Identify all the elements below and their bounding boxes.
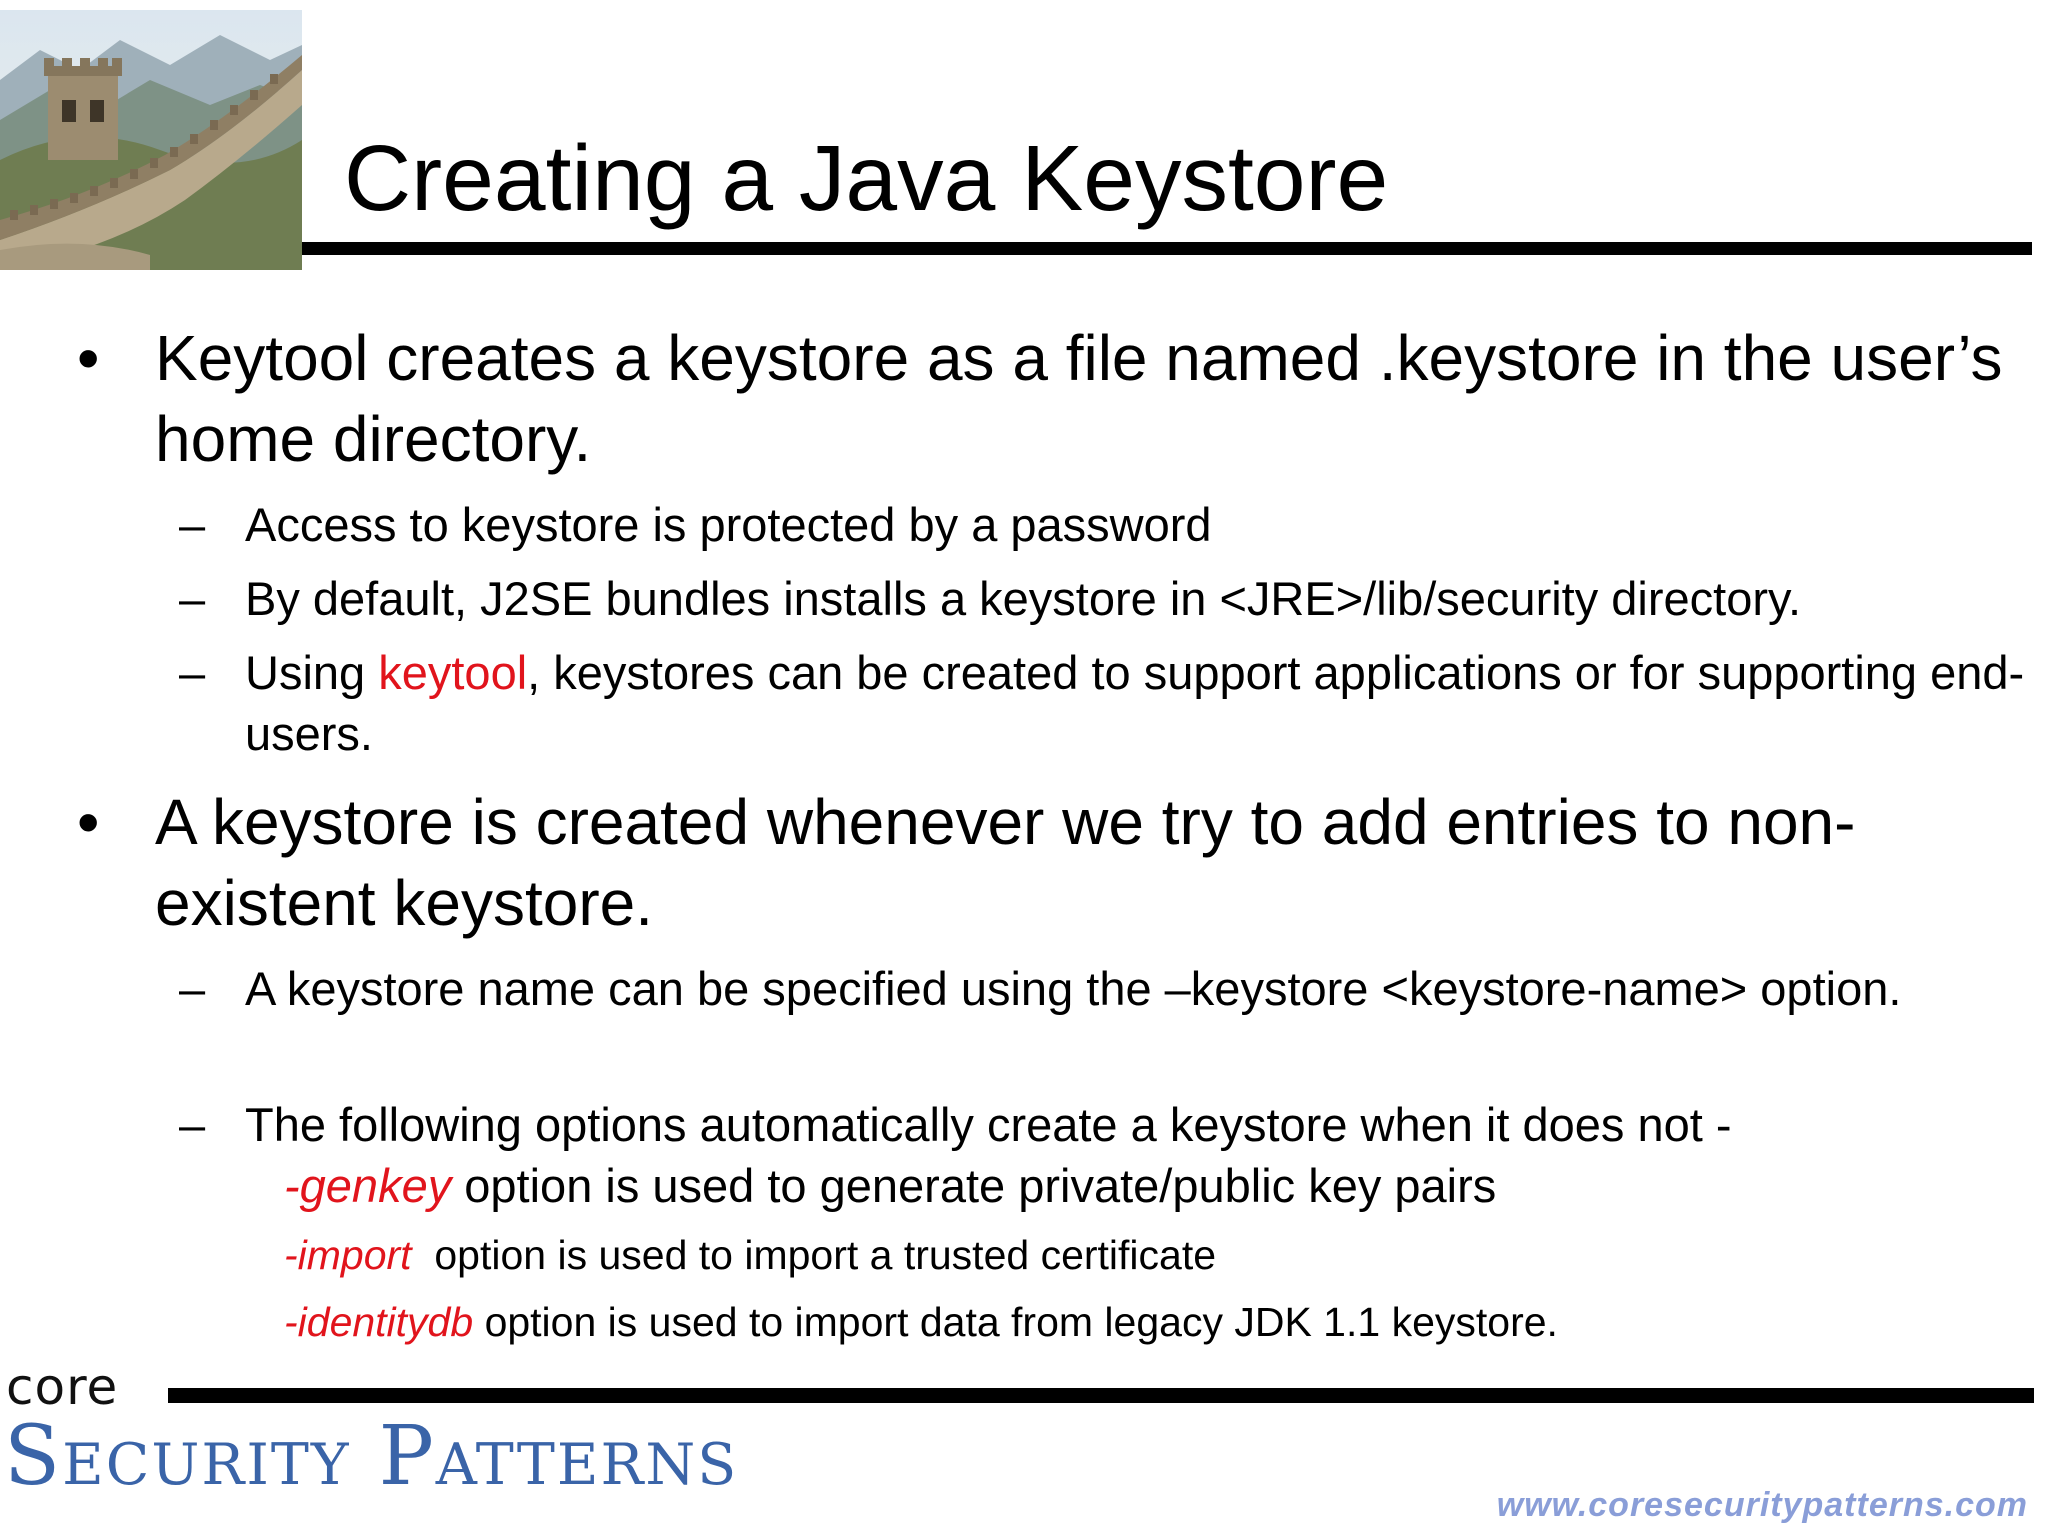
keytool-highlight: keytool [378, 646, 528, 699]
title-divider [302, 242, 2032, 255]
dash-icon: – [179, 646, 206, 699]
option-flag: -genkey [284, 1159, 452, 1212]
option-desc: option is used to import data from legacy JDK 1.1 keystore. [473, 1299, 1558, 1345]
sub-bullet-item [179, 568, 2025, 629]
dash-icon: – [179, 572, 206, 625]
sub-bullet-item [179, 958, 2025, 1019]
sub-bullet-text: A keystore name can be specified using the –keystore <keystore-name> option. [245, 962, 1902, 1015]
sub-bullet-text: The following options automatically create a keystore when it does not - [245, 1098, 1732, 1151]
option-line-import [284, 1229, 1216, 1281]
option-line-identitydb [284, 1296, 1558, 1348]
bullet-dot-icon: • [77, 322, 100, 394]
option-flag: -import [284, 1232, 412, 1278]
footer-url: www.coresecuritypatterns.com [1496, 1486, 2028, 1524]
dash-icon: – [179, 498, 206, 551]
great-wall-photo [0, 10, 302, 270]
option-line-genkey [284, 1156, 1496, 1216]
bullet-item [77, 318, 2005, 480]
brand-logo-text [4, 1409, 739, 1504]
bullet-dot-icon: • [77, 786, 100, 858]
bullet-text: Keytool creates a keystore as a file named .keystore in the user’s home directory. [155, 322, 2003, 475]
sub-bullet-prefix: Using [245, 646, 379, 699]
bullet-text: A keystore is created whenever we try to add entries to non-existent keystore. [155, 786, 1856, 939]
sub-bullet-item [179, 1094, 2025, 1155]
dash-icon: – [179, 962, 206, 1015]
slide-title: Creating a Java Keystore [344, 126, 1389, 230]
brand-core-label: core [6, 1358, 119, 1416]
sub-bullet-suffix: , keystores can be created to support applications or for supporting end-users. [245, 646, 2025, 760]
sub-bullet-text: By default, J2SE bundles installs a keystore in <JRE>/lib/security directory. [245, 572, 1802, 625]
sub-bullet-item [179, 642, 2025, 764]
dash-icon: – [179, 1098, 206, 1151]
sub-bullet-text: Access to keystore is protected by a password [245, 498, 1212, 551]
option-desc: option is used to generate private/public key pairs [451, 1159, 1497, 1212]
option-flag: -identitydb [284, 1299, 474, 1345]
sub-bullet-item [179, 494, 2025, 555]
bullet-item [77, 782, 2005, 944]
footer-divider [168, 1388, 2034, 1403]
brand-name-text: Security Patterns [4, 1409, 739, 1504]
option-desc: option is used to import a trusted certificate [411, 1232, 1217, 1278]
